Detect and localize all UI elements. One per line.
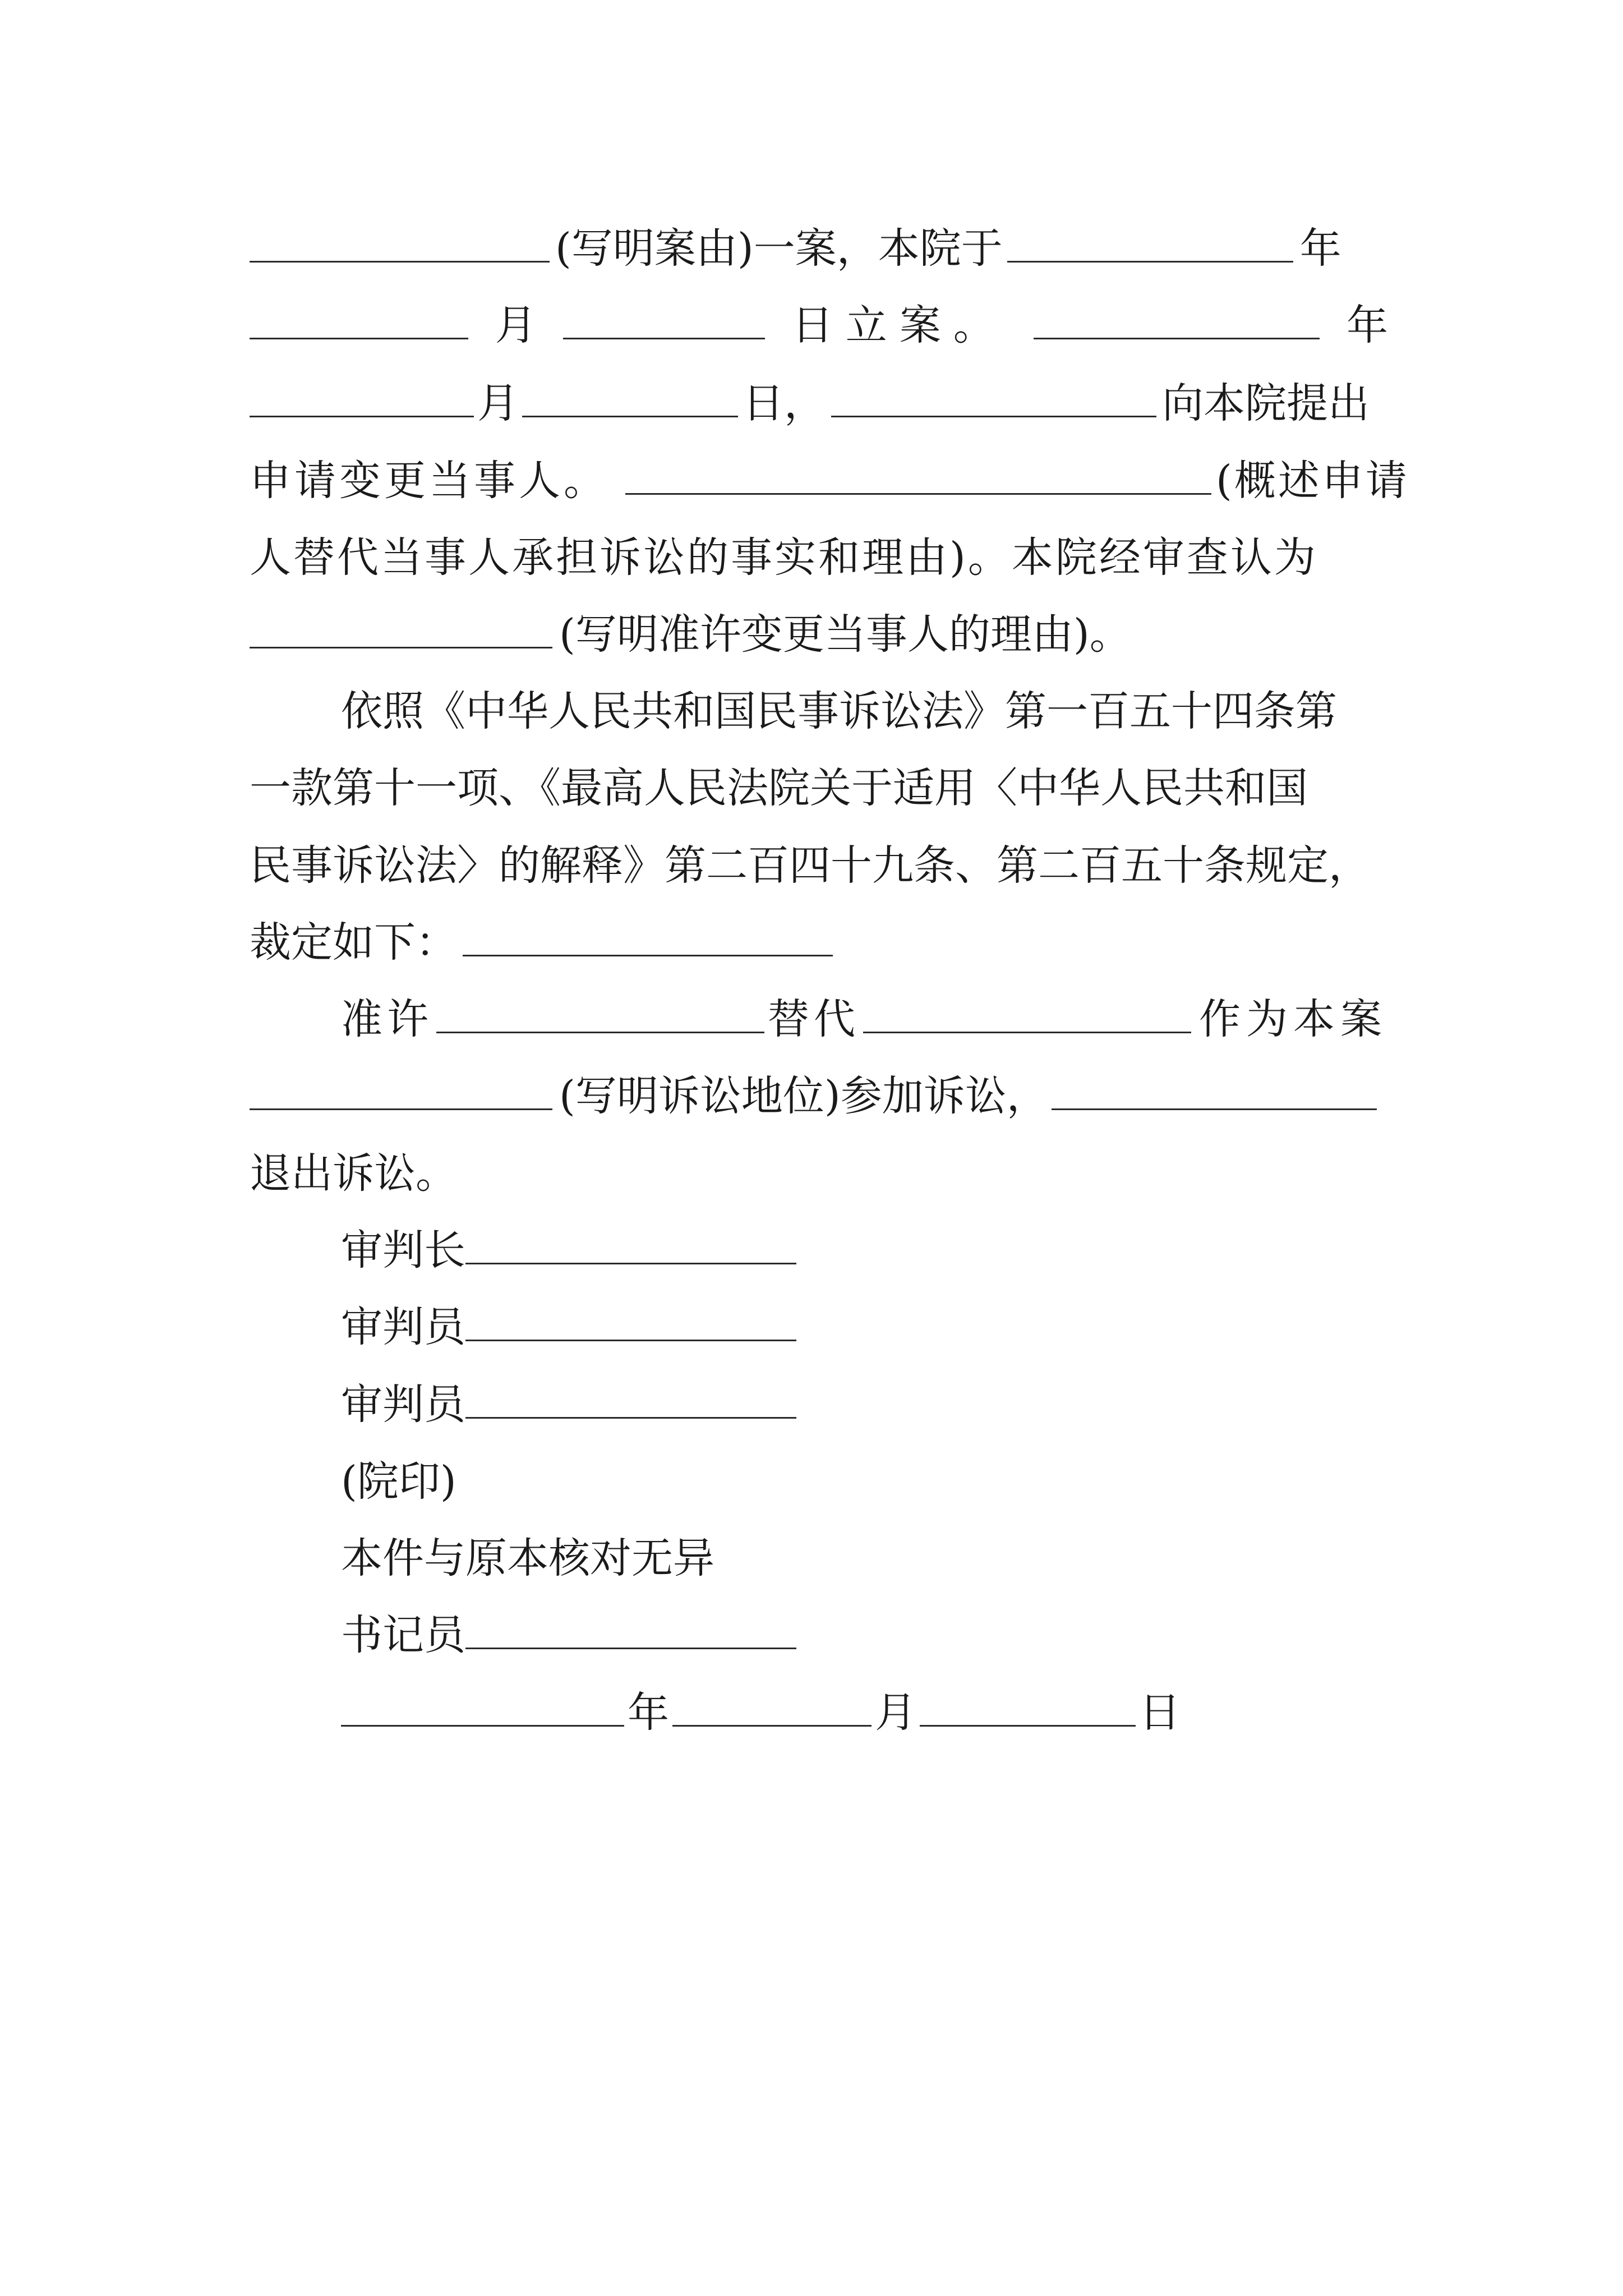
blank-date-month (672, 1725, 872, 1727)
blank-old-party (863, 1032, 1191, 1033)
court-seal (341, 1435, 1388, 1506)
text: 裁定如下： (250, 918, 457, 967)
text: 一款第十一项、《最高人民法院关于适用〈中华人民共和国 (250, 764, 1308, 812)
blank-judge-2 (465, 1417, 796, 1419)
text: 准许 (341, 995, 433, 1043)
blank-applicant (831, 416, 1156, 417)
text-line-6 (250, 588, 1388, 659)
date-line (341, 1666, 1388, 1737)
text-line-5 (250, 511, 1388, 582)
text: 日， (743, 379, 826, 427)
blank-summary (625, 493, 1211, 495)
text: 月 (495, 301, 537, 349)
text-line-9 (250, 819, 1388, 890)
text: (概述申请 (1216, 457, 1409, 505)
text: 月 (477, 379, 519, 427)
blank-chief-judge (465, 1263, 796, 1264)
text: 年 (1299, 224, 1341, 273)
chief-judge-line (341, 1204, 1388, 1274)
clerk-line (341, 1589, 1388, 1659)
blank-month (250, 338, 468, 339)
text: 日 (1139, 1688, 1181, 1737)
blank-year (1034, 338, 1320, 339)
text: 申请变更当事人。 (250, 457, 608, 505)
text: 民事诉讼法〉的解释》第二百四十九条、第二百五十条规定， (250, 841, 1370, 890)
blank-day (563, 338, 765, 339)
text: 依照《中华人民共和国民事诉讼法》第一百五十四条第 (341, 687, 1337, 735)
text-line-4 (250, 434, 1409, 505)
text: 作为本案 (1199, 995, 1387, 1043)
label: 审判长 (341, 1226, 465, 1274)
text: (写明诉讼地位)参加诉讼， (559, 1072, 1048, 1120)
blank-date-day (920, 1725, 1136, 1727)
judge-line-1 (341, 1281, 1388, 1351)
text-line-13 (250, 1127, 1388, 1198)
blank-case-cause (250, 261, 550, 263)
blank-year (1007, 261, 1293, 263)
blank-new-party (436, 1032, 764, 1033)
text-line-3 (250, 357, 1388, 427)
blank-exiting-party (1052, 1108, 1377, 1110)
blank-month (250, 416, 474, 417)
text-line-7 (341, 665, 1388, 735)
blank-date-year (341, 1725, 624, 1727)
text: 退出诉讼。 (250, 1149, 457, 1198)
blank-ruling (463, 955, 833, 956)
verification-line (341, 1512, 1388, 1582)
text: 年 (628, 1688, 669, 1737)
blank-reason (250, 647, 552, 648)
text: 人替代当事人承担诉讼的事实和理由)。本院经审查认为 (250, 533, 1318, 582)
text-line-1 (250, 202, 1388, 273)
text-line-10 (250, 896, 1388, 967)
text: 年 (1346, 301, 1388, 349)
text: 日立案。 (791, 301, 1007, 349)
label: 审判员 (341, 1303, 465, 1351)
text: (院印) (341, 1457, 457, 1506)
text: (写明准许变更当事人的理由)。 (559, 610, 1131, 659)
label: 审判员 (341, 1381, 465, 1429)
blank-judge-1 (465, 1340, 796, 1341)
text-line-8 (250, 742, 1388, 812)
blank-day (522, 416, 738, 417)
blank-status (250, 1108, 552, 1110)
blank-clerk (465, 1648, 796, 1649)
text: (写明案由)一案，本院于 (555, 224, 1003, 273)
text: 向本院提出 (1162, 379, 1370, 427)
text: 替代 (768, 995, 860, 1043)
text-line-12 (250, 1050, 1388, 1120)
text: 本件与原本核对无异 (341, 1534, 714, 1582)
text: 月 (875, 1688, 916, 1737)
text-line-2 (250, 279, 1388, 349)
judge-line-2 (341, 1358, 1388, 1429)
text-line-11 (341, 973, 1388, 1043)
label: 书记员 (341, 1611, 465, 1659)
